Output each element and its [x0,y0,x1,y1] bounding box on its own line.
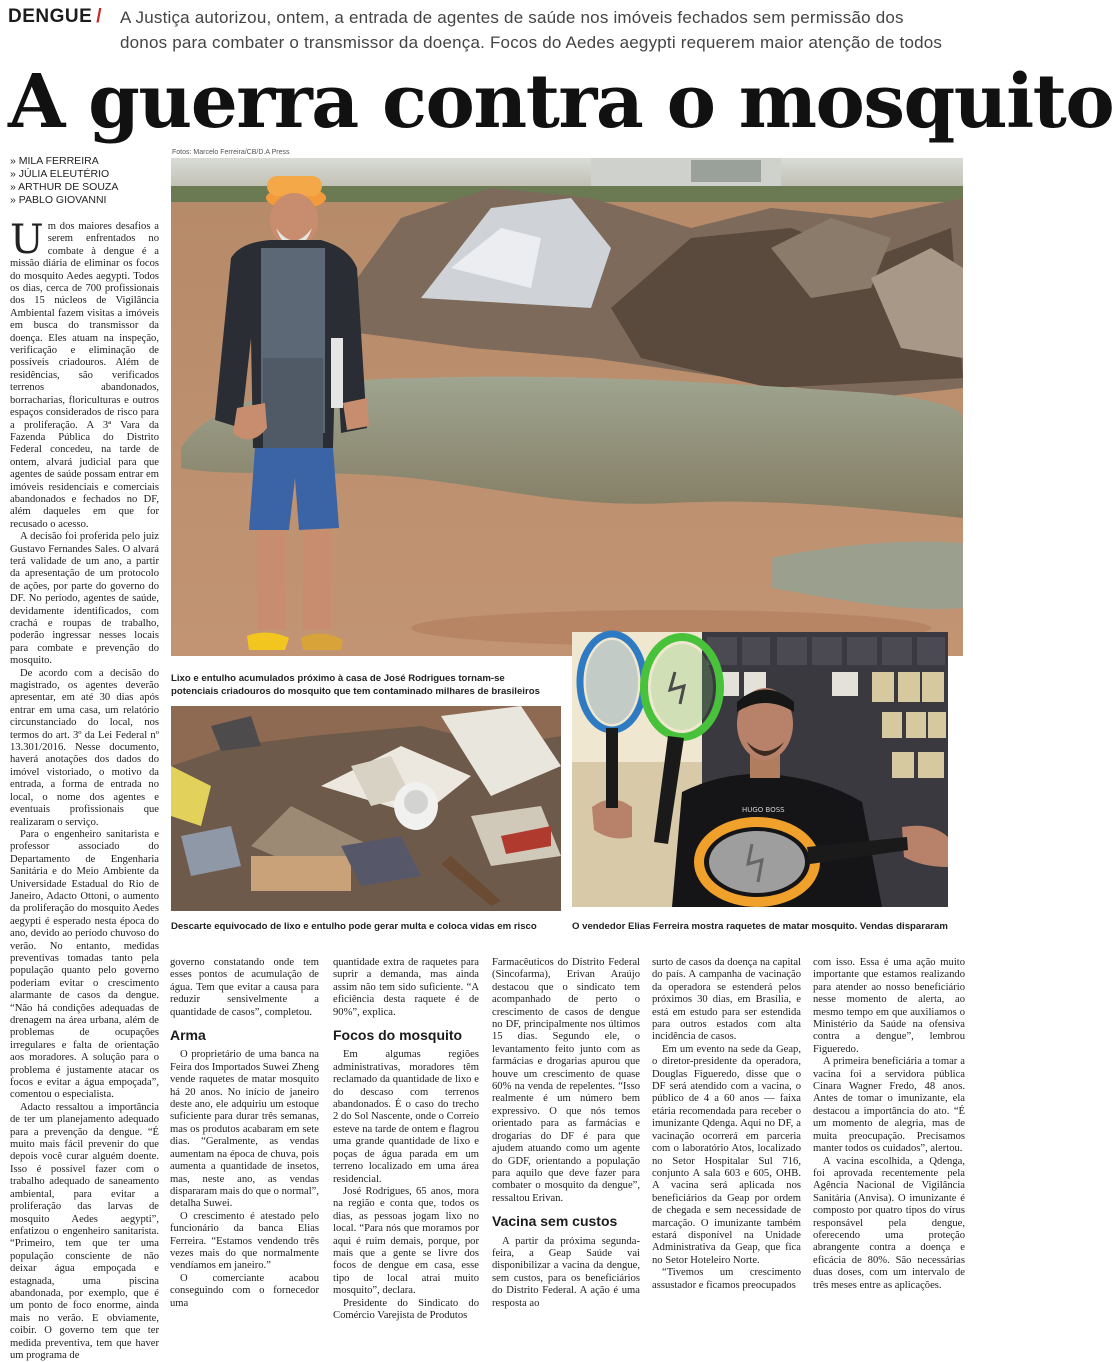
article-column-4 [492,957,640,1309]
byline: » MILA FERREIRA [10,155,99,167]
byline: » PABLO GIOVANNI [10,194,107,206]
article-column-1 [10,217,159,1361]
section-tag-label: DENGUE [8,6,93,27]
paragraph: Presidente do Sindicato do Comércio Varejista de Produtos [333,1297,479,1321]
kicker [8,6,963,58]
paragraph: quantidade extra de raquetes para suprir a demanda, mas ainda assim não tem sido suficiente. “A eficiência desta raquete é de 90%”, explica. [333,957,479,1018]
paragraph: “Tivemos um crescimento assustador e ficamos preocupados [652,1267,801,1291]
shirt-text: HUGO BOSS [742,806,785,814]
paragraph: A primeira beneficiária a tomar a vacina foi a servidora pública Cinara Wagner Fredo, 48 anos. Antes de tomar o imunizante, ela destacou a importância do ato. “É um momento de alegria, mas de muita preocupação. Precisamos manter todos os cuidados”, alertou. [813,1056,965,1155]
kicker-line-1: A Justiça autorizou, ontem, a entrada de agentes de saúde nos imóveis fechados sem permissão dos [120,8,904,27]
dropcap: U [10,217,44,263]
article-column-6 [813,957,965,1296]
paragraph: surto de casos da doença na capital do país. A campanha de vacinação da operadora se estenderá pelos próximos 30 dias, em Brasília, e está em estudo para ser estendida para outros estados com alta incidência de casos. [652,957,801,1043]
paragraph: A partir da próxima segunda-feira, a Geap Saúde vai disponibilizar a vacina da dengue, sem custos, para os beneficiários do Distrito Federal. A ação é uma resposta ao [492,1235,640,1309]
paragraph: Farmacêuticos do Distrito Federal (Sincofarma), Erivan Araújo destacou que o sindicato tem acompanhado de perto o crescimento de casos de dengue no DF, principalmente nos últimos 15 dias. Segundo ele, o levantamento feito junto com as farmácias e drogarias apurou que houve um crescimento de quase 60% na venda de repelentes. “Isso realmente é um número bem expressivo. O que nós temos orientado para as farmácias e drogarias do DF é para que ajudem atuando como um agente do GDF, orientando a população para aquilo que deve fazer para combater o mosquito da dengue”, ressaltou Erivan. [492,957,640,1204]
paragraph: O crescimento é atestado pelo funcionário da banca Elias Ferreira. “Estamos vendendo três vezes mais do que normalmente vendíamos em janeiro.” [170,1210,319,1272]
subheading-vacina: Vacina sem custos [492,1213,618,1230]
kicker-line-2: donos para combater o transmissor da doença. Focos do Aedes aegypti requerem maior atenção de todos [120,33,943,52]
vendor-photo-illustration [572,632,948,907]
paragraph: O proprietário de uma banca na Feira dos Importados Suwei Zheng vende raquetes de matar mosquito há 20 anos. No início de janeiro deste ano, ele adquiriu um estoque suficiente para durar três semanas, mas os produtos acabaram em sete dias. “Geralmente, as vendas aumentam na época de chuva, pois aumenta a quantidade de insetos, mas, neste ano, as vendas dispararam mais do que o normal”, detalha Suwei. [170,1049,319,1210]
paragraph: m dos maiores desafios a serem enfrentados no combate à dengue é a missão diária de eliminar os focos do mosquito Aedes aegypti. Todos os dias, cerca de 700 profissionais dos 15 núcleos de Vigilância Ambiental fazem visitas a imóveis em busca do transmissor da doença. Eles atuam na inspeção, verificação e eliminação de possíveis criadouros. Além de residências, são verificados terrenos abandonados, borracharias, floriculturas e outros espaços considerados de risco para a proliferação. A 3ª Vara da Fazenda Pública do Distrito Federal concedeu, na tarde de ontem, alvará judicial para que agentes de saúde possam entrar em imóveis residenciais e comerciais abandonados e fechados no DF, além daqueles em que for recusado o acesso. [10,221,159,530]
paragraph: O comerciante acabou conseguindo com o fornecedor uma [170,1272,319,1309]
main-photo-illustration [171,158,963,656]
article-column-3 [333,957,479,1321]
paragraph: governo constatando onde tem esses pontos de acumulação de água. Tem que evitar a causa para reduzir sensivelmente a quantidade de casos”, completou. [170,957,319,1018]
debris-photo [171,706,561,911]
paragraph: José Rodrigues, 65 anos, mora na região e conta que, todos os dias, as pessoas jogam lixo no local. “Para nós que moramos por aqui é ruim demais, porque, por mais que a gente se livre dos focos de dengue em casa, esse tipo de local atrai muito mosquito”, declara. [333,1185,479,1297]
caption-debris-photo: Descarte equivocado de lixo e entulho pode gerar multa e coloca vidas em risco [171,921,537,932]
subheading-focos: Focos do mosquito [333,1027,463,1044]
headline: A guerra contra o mosquito [8,59,1113,145]
vendor-photo [572,632,948,907]
paragraph: A decisão foi proferida pelo juiz Gustavo Fernandes Sales. O alvará terá validade de um ano, a partir da apresentação de um protocolo de ações, por parte do governo do DF. No período, agentes de saúde, devidamente identificados, com crachá e roupas de trabalho, poderão ingressar nesses locais para combate e prevenção do mosquito. [10,531,159,667]
article-column-2 [170,957,319,1309]
paragraph: Em algumas regiões administrativas, moradores têm reclamado da quantidade de lixo e do descaso com terrenos abandonados. É o caso do trecho 2 do Sol Nascente, onde o Correio esteve na tarde de ontem e flagrou uma grande quantidade de lixo e poças de água parada em um terreno localizado em uma área residencial. [333,1049,479,1185]
paragraph: com isso. Essa é uma ação muito importante que estamos realizando para atender ao nosso beneficiário nesse momento de alerta, ao mesmo tempo em que auxiliamos o Ministério da Saúde na ofensiva contra a dengue”, lembrou Figueredo. [813,957,965,1055]
caption-vendor-photo: O vendedor Elias Ferreira mostra raquetes de matar mosquito. Vendas dispararam [572,921,948,932]
debris-photo-illustration [171,706,561,911]
subheading-arma: Arma [170,1027,206,1044]
section-slash: / [96,6,103,27]
paragraph: Em um evento na sede da Geap, o diretor-presidente da operadora, Douglas Figueredo, disse que o DF será atendido com a vacina, o público de 4 a 60 anos — faixa etária recomendada para receber o imunizante Qdenga. Aqui no DF, a vacinação ocorrerá em parceria com o laboratório Atos, localizado no Setor Hospitalar Sul 716, conjunto A sala 603 e 605, OHB. A vacina será aplicada nos beneficiários da Geap por ordem de chegada e sem necessidade de marcação. O imunizante também estará disponível na Unidade Administrativa da Geap, que fica no Setor Hoteleiro Norte. [652,1043,801,1266]
byline: » ARTHUR DE SOUZA [10,181,119,193]
paragraph: De acordo com a decisão do magistrado, os agentes deverão apresentar, em até 30 dias após entrar em uma casa, um relatório circunstanciado do local, nos termos do art. 3º da Lei Federal nº 13.301/2016. Nesse documento, haverá anotações dos dados do imóvel vistoriado, o motivo da entrada, a forma de entrada no local, o nome dos agentes e eventuais profissionais que realizaram o serviço. [10,667,159,828]
paragraph: Para o engenheiro sanitarista e professor associado do Departamento de Engenharia Sanitária e do Meio Ambiente da Universidade Estadual do Rio de Janeiro, Adacto Ottoni, o aumento da proliferação do mosquito Aedes aegypti é esperado nesta época do ano, devido ao período chuvoso do verão. No entanto, medidas preventivas tomadas tanto pela população quanto pelo governo poderiam evitar o crescimento alarmante de casos da dengue. “Não há condições adequadas de drenagem na área urbana, além de problemas de ocupações irregulares e falta de orientação aos moradores. A solução para o problema é justamente atacar os focos e evitar a água empoçada”, comentou o especialista. [10,828,159,1101]
paragraph: A vacina escolhida, a Qdenga, foi aprovada recentemente pela Agência Nacional de Vigilância Sanitária (Anvisa). O imunizante é composto por quatro tipos do vírus responsável pela dengue, oferecendo uma proteção abrangente contra a doença e eficácia de 80%. São necessárias duas doses, com um intervalo de três meses entre as aplicações. [813,1155,965,1291]
photo-credit: Fotos: Marcelo Ferreira/CB/D.A Press [172,149,290,156]
paragraph: Adacto ressaltou a importância de ter um planejamento adequado para a prevenção da dengue. “É muito mais fácil prevenir do que depois você curar alguém doente. Isso é possível fazer com o trabalho adequado de saneamento ambiental, para evitar a proliferação das larvas de mosquito Aedes aegypti”, enfatizou o engenheiro sanitarista. “Primeiro, tem que ter uma população consciente de não deixar água empoçada e estagnada, uma piscina abandonada, por exemplo, que é um ponto de foco enorme, ainda mais no verão. E obviamente, coibir. O governo tem que ter medida preventiva, tem que haver um programa de [10,1101,159,1361]
section-tag [8,6,102,28]
bylines [10,155,160,207]
byline: » JÚLIA ELEUTÉRIO [10,168,110,180]
article-column-5 [652,957,801,1296]
caption-main-photo: Lixo e entulho acumulados próximo à casa de José Rodrigues tornam-se potenciais criadouros do mosquito que tem contaminado milhares de brasileiros [171,673,540,697]
main-photo [171,158,963,656]
